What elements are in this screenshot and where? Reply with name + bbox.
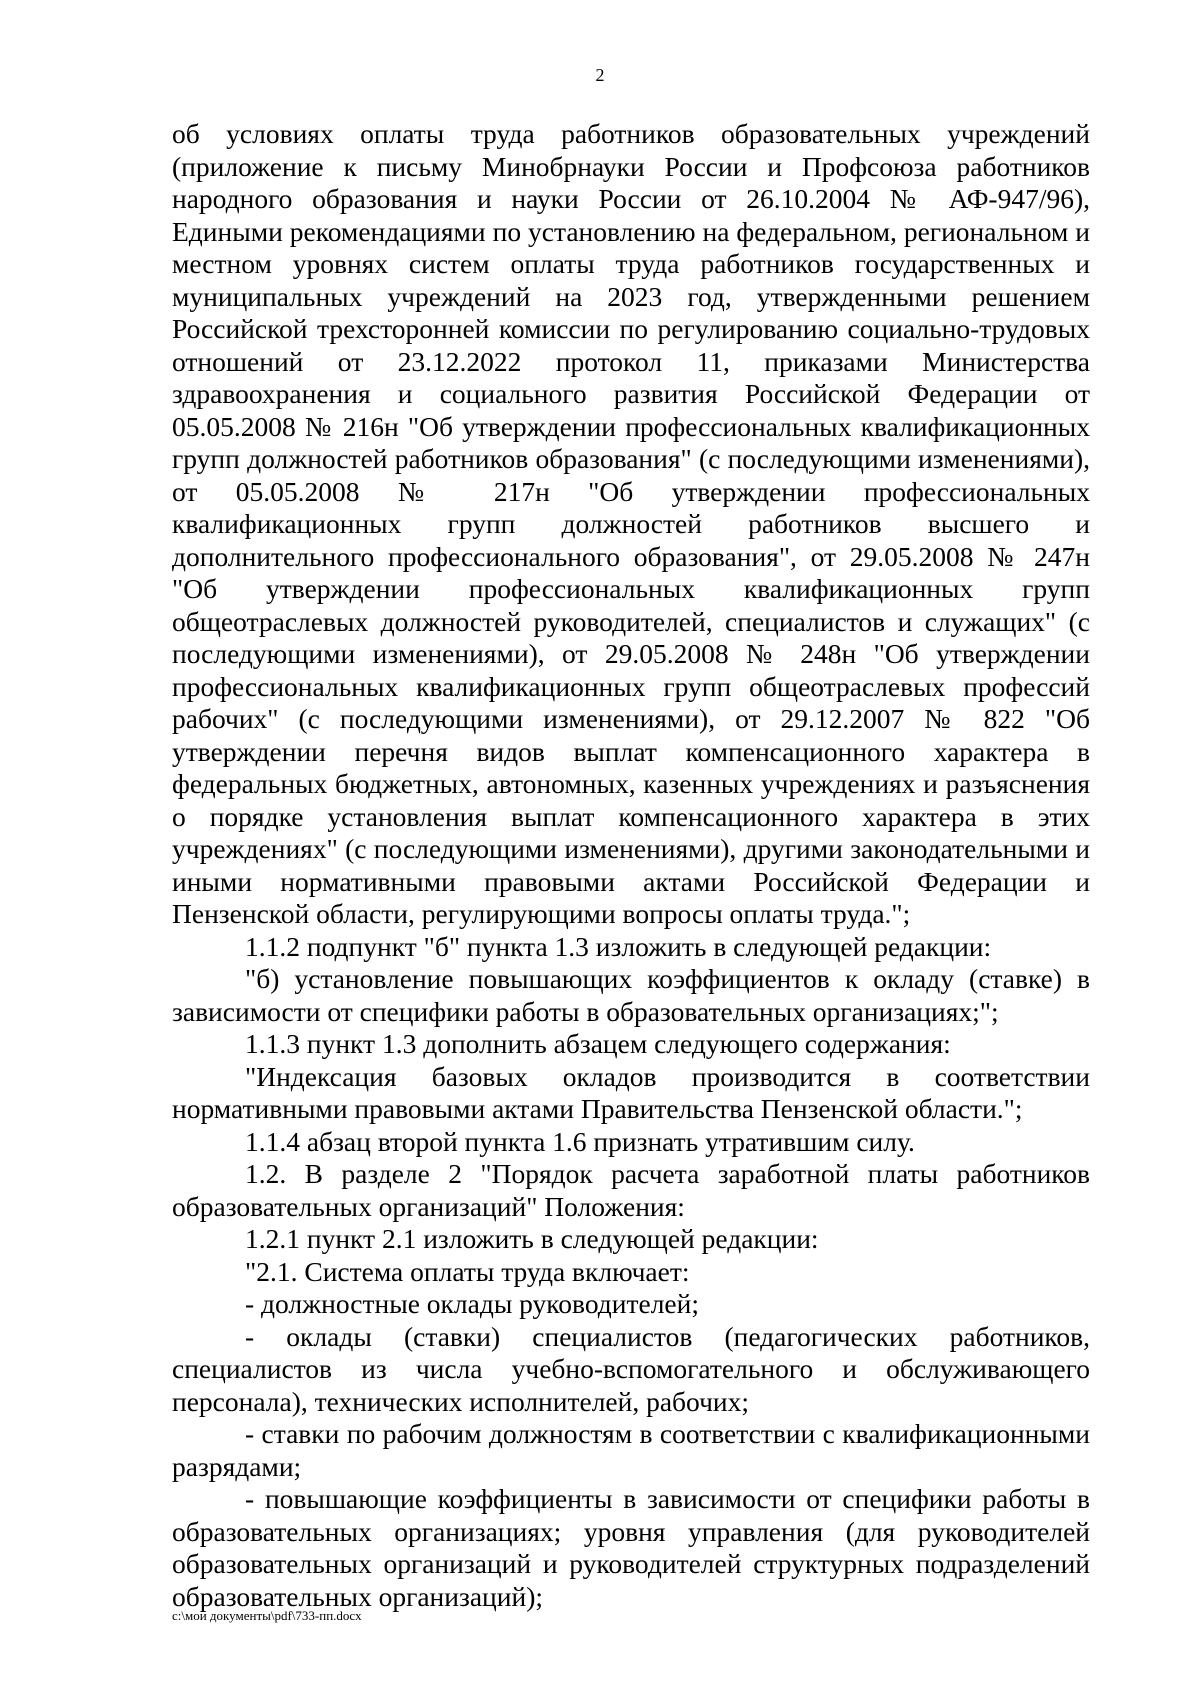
page-number: 2 [595, 65, 605, 85]
list-item: - оклады (ставки) специалистов (педагогических работников, специалистов из числа учебно-вспомогательного и обслуживающего персонала), технических исполнителей, рабочих; [172, 1320, 1090, 1417]
paragraph-continuation: об условиях оплаты труда работников образовательных учреждений (приложение к письму Минобрнауки России и Профсоюза работников народного образования и науки России от 26.10.2004 № АФ-947/96), Едиными рекомендациями по установлению на федеральном, региональном и местном уровнях систем оплаты труда работников государственных и муниципальных учреждений на 2023 год, утвержденными решением Российской трехсторонней комиссии по регулированию социально-трудовых отношений от 23.12.2022 протокол 11, приказами Министерства здравоохранения и социального развития Российской Федерации от 05.05.2008 № 216н "Об утверждении профессиональных квалификационных групп должностей работников образования" (с последующими изменениями), от 05.05.2008 № 217н "Об утверждении профессиональных квалификационных групп должностей работников высшего и дополнительного профессионального образования", от 29.05.2008 № 247н "Об утверждении профессиональных квалификационных групп общеотраслевых должностей руководителей, специалистов и служащих" (с последующими изменениями), от 29.05.2008 № 248н "Об утверждении профессиональных квалификационных групп общеотраслевых профессий рабочих" (с последующими изменениями), от 29.12.2007 № 822 "Об утверждении перечня видов выплат компенсационного характера в федеральных бюджетных, автономных, казенных учреждениях и разъяснения о порядке установления выплат компенсационного характера в этих учреждениях" (с последующими изменениями), другими законодательными и иными нормативными правовыми актами Российской Федерации и Пензенской области, регулирующими вопросы оплаты труда."; [172, 118, 1090, 929]
list-item: - должностные оклады руководителей; [245, 1288, 699, 1319]
paragraph-1-1-4: 1.1.4 абзац второй пункта 1.6 признать утратившим силу. [245, 1125, 915, 1157]
document-body [172, 118, 1090, 1613]
footer-file-path: c:\мои документы\pdf\733-пп.docx [172, 1608, 362, 1623]
paragraph-1-1-2: 1.1.2 подпункт "б" пункта 1.3 изложить в следующей редакции: [245, 930, 992, 962]
list-item: - повышающие коэффициенты в зависимости от специфики работы в образовательных организациях; уровня управления (для руководителей образовательных организаций и руководителей структурных подразделений образовательных организаций); [172, 1483, 1090, 1612]
paragraph-1-2: 1.2. В разделе 2 "Порядок расчета заработной платы работников образовательных организаций" Положения: [172, 1158, 1090, 1222]
paragraph-1-2-1: 1.2.1 пункт 2.1 изложить в следующей редакции: [245, 1223, 819, 1254]
paragraph-1-1-3: 1.1.3 пункт 1.3 дополнить абзацем следующего содержания: [245, 1028, 951, 1059]
paragraph-indexation: "Индексация базовых окладов производится в соответствии нормативными правовыми актами Правительства Пензенской области."; [172, 1060, 1090, 1124]
list-item: - ставки по рабочим должностям в соответствии с квалификационными разрядами; [172, 1418, 1090, 1482]
paragraph-subclause-b: "б) установление повышающих коэффициентов к окладу (ставке) в зависимости от специфики работы в образовательных организациях;"; [172, 963, 1090, 1027]
paragraph-2-1: "2.1. Система оплаты труда включает: [245, 1255, 690, 1287]
